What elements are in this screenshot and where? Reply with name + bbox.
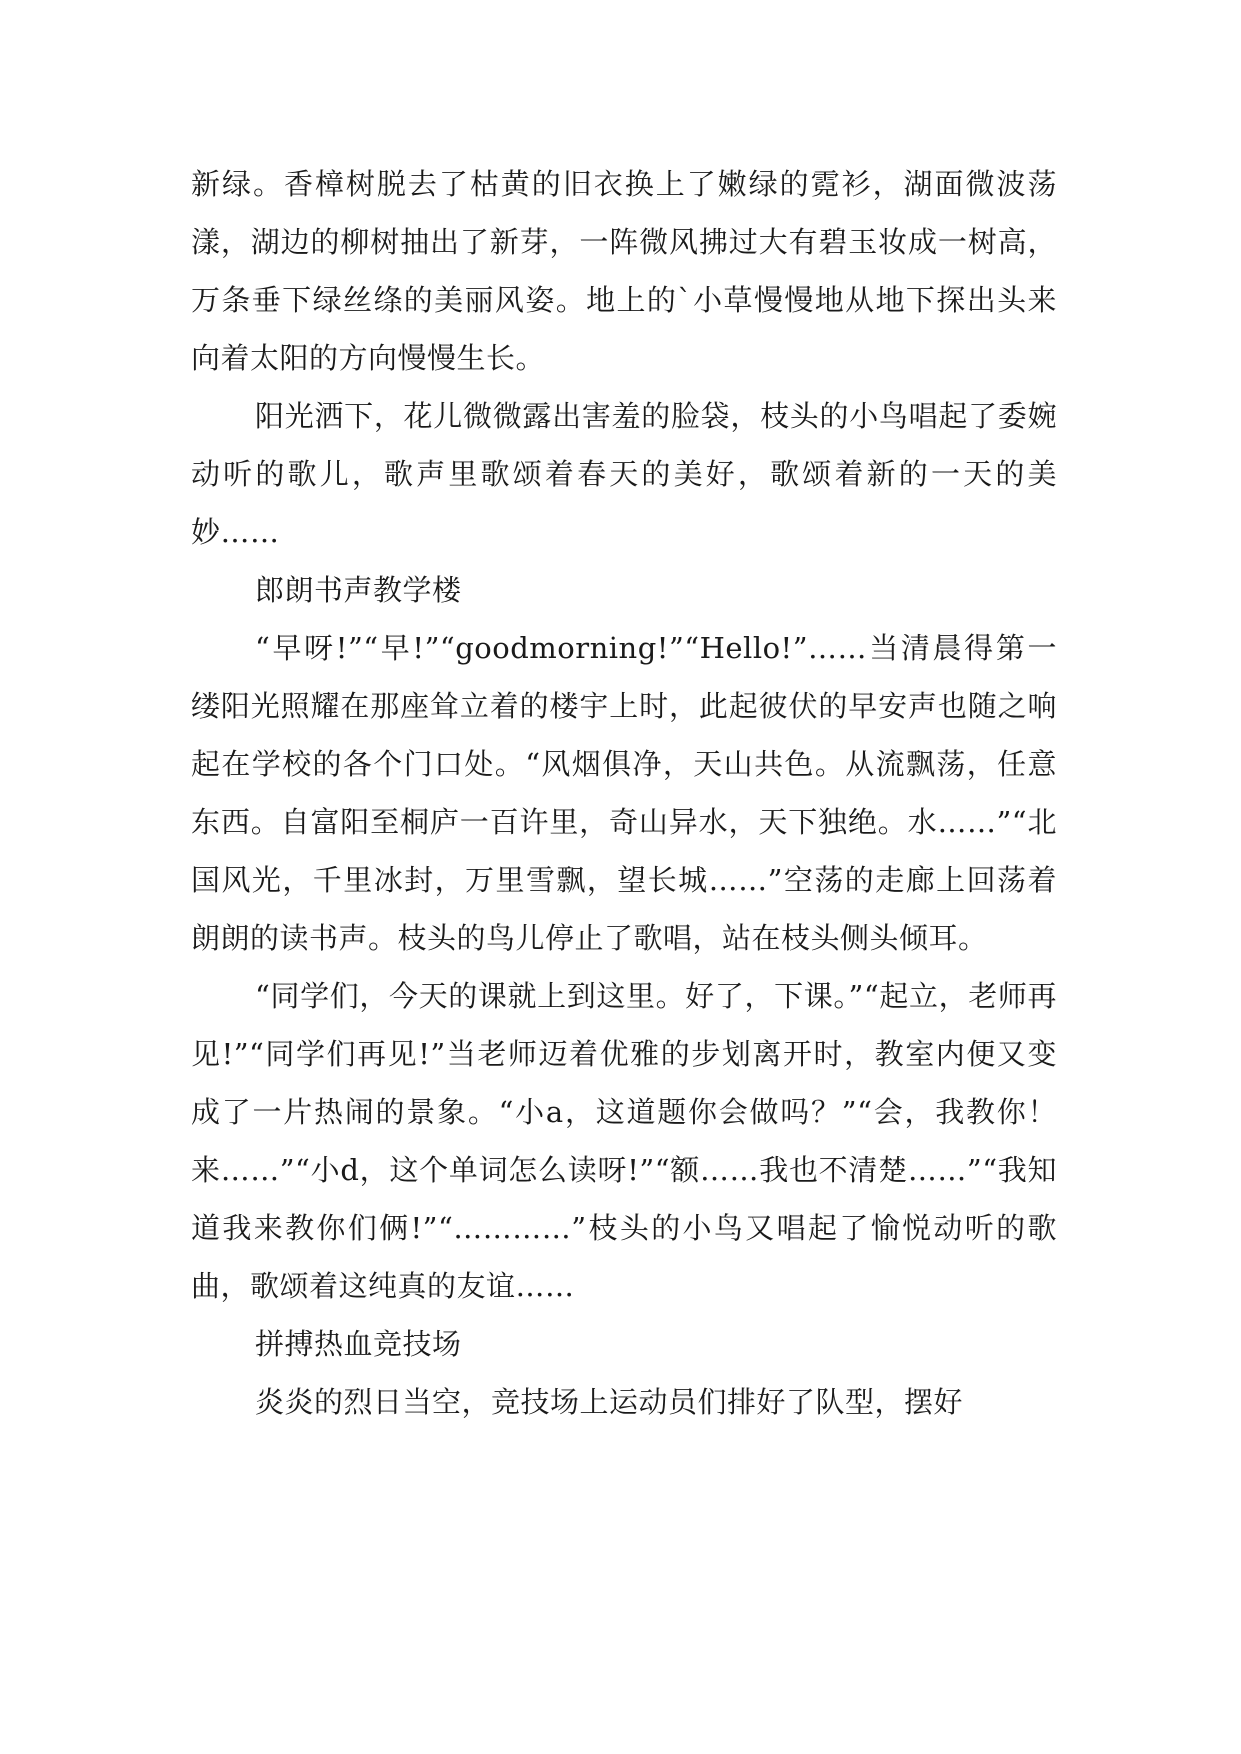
section-heading-teaching-building: 郎朗书声教学楼	[255, 573, 462, 607]
paragraph-sports-field: 炎炎的烈日当空，竞技场上运动员们排好了队型，摆好	[255, 1385, 964, 1419]
section-heading-sports-field: 拼搏热血竞技场	[255, 1327, 462, 1361]
document-page	[191, 155, 1057, 1431]
paragraph-spring-scene: 新绿。香樟树脱去了枯黄的旧衣换上了嫩绿的霓衫，湖面微波荡漾，湖边的柳树抽出了新芽，一阵微风拂过大有碧玉妆成一树高，万条垂下绿丝绦的美丽风姿。地上的`小草慢慢地从地下探出头来向着太阳的方向慢慢生长。	[191, 167, 1057, 375]
paragraph-sunlight-flowers: 阳光洒下，花儿微微露出害羞的脸袋，枝头的小鸟唱起了委婉动听的歌儿，歌声里歌颂着春天的美好，歌颂着新的一天的美妙……	[191, 399, 1057, 549]
paragraph-morning-reading: “早呀!”“早!”“goodmorning!”“Hello!”……当清晨得第一缕阳光照耀在那座耸立着的楼宇上时，此起彼伏的早安声也随之响起在学校的各个门口处。“风烟俱净，天山共色。从流飘荡，任意东西。自富阳至桐庐一百许里，奇山异水，天下独绝。水……”“北国风光，千里冰封，万里雪飘，望长城……”空荡的走廊上回荡着朗朗的读书声。枝头的鸟儿停止了歌唱，站在枝头侧头倾耳。	[191, 631, 1057, 955]
paragraph-classroom-break: “同学们，今天的课就上到这里。好了，下课。”“起立，老师再见!”“同学们再见!”当老师迈着优雅的步划离开时，教室内便又变成了一片热闹的景象。“小a，这道题你会做吗？”“会，我教你！来……”“小d，这个单词怎么读呀!”“额……我也不清楚……”“我知道我来教你们俩!”“…………”枝头的小鸟又唱起了愉悦动听的歌曲，歌颂着这纯真的友谊……	[191, 979, 1057, 1303]
